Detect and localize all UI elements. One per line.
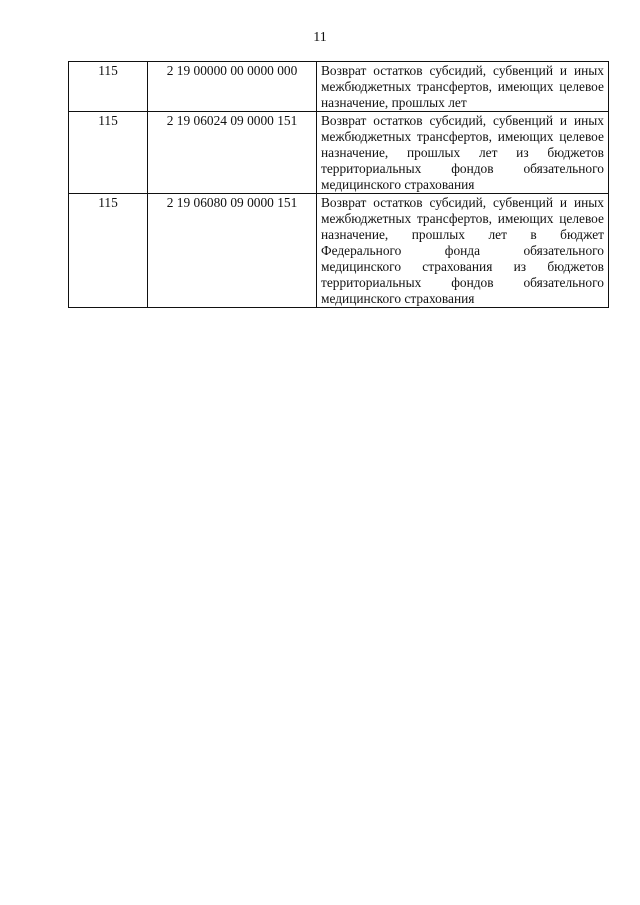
table-row (69, 62, 609, 112)
budget-code-cell: 2 19 00000 00 0000 000 (148, 62, 317, 112)
description-cell: Возврат остатков субсидий, субвенций и иных межбюджетных трансфертов, имеющих целевое назначение, прошлых лет из бюджетов территориальных фондов обязательного медицинского страхования (317, 112, 609, 194)
description-cell: Возврат остатков субсидий, субвенций и иных межбюджетных трансфертов, имеющих целевое назначение, прошлых лет (317, 62, 609, 112)
budget-code-cell: 2 19 06024 09 0000 151 (148, 112, 317, 194)
budget-code-cell: 2 19 06080 09 0000 151 (148, 194, 317, 308)
description-cell: Возврат остатков субсидий, субвенций и иных межбюджетных трансфертов, имеющих целевое назначение, прошлых лет в бюджет Федерального фонда обязательного медицинского страхования из бюджетов территориальных фондов обязательного медицинского страхования (317, 194, 609, 308)
table-row (69, 112, 609, 194)
admin-code-cell: 115 (69, 112, 148, 194)
page-number: 11 (313, 30, 327, 45)
admin-code-cell: 115 (69, 62, 148, 112)
admin-code-cell: 115 (69, 194, 148, 308)
budget-classification-table (68, 61, 609, 308)
table-row (69, 194, 609, 308)
